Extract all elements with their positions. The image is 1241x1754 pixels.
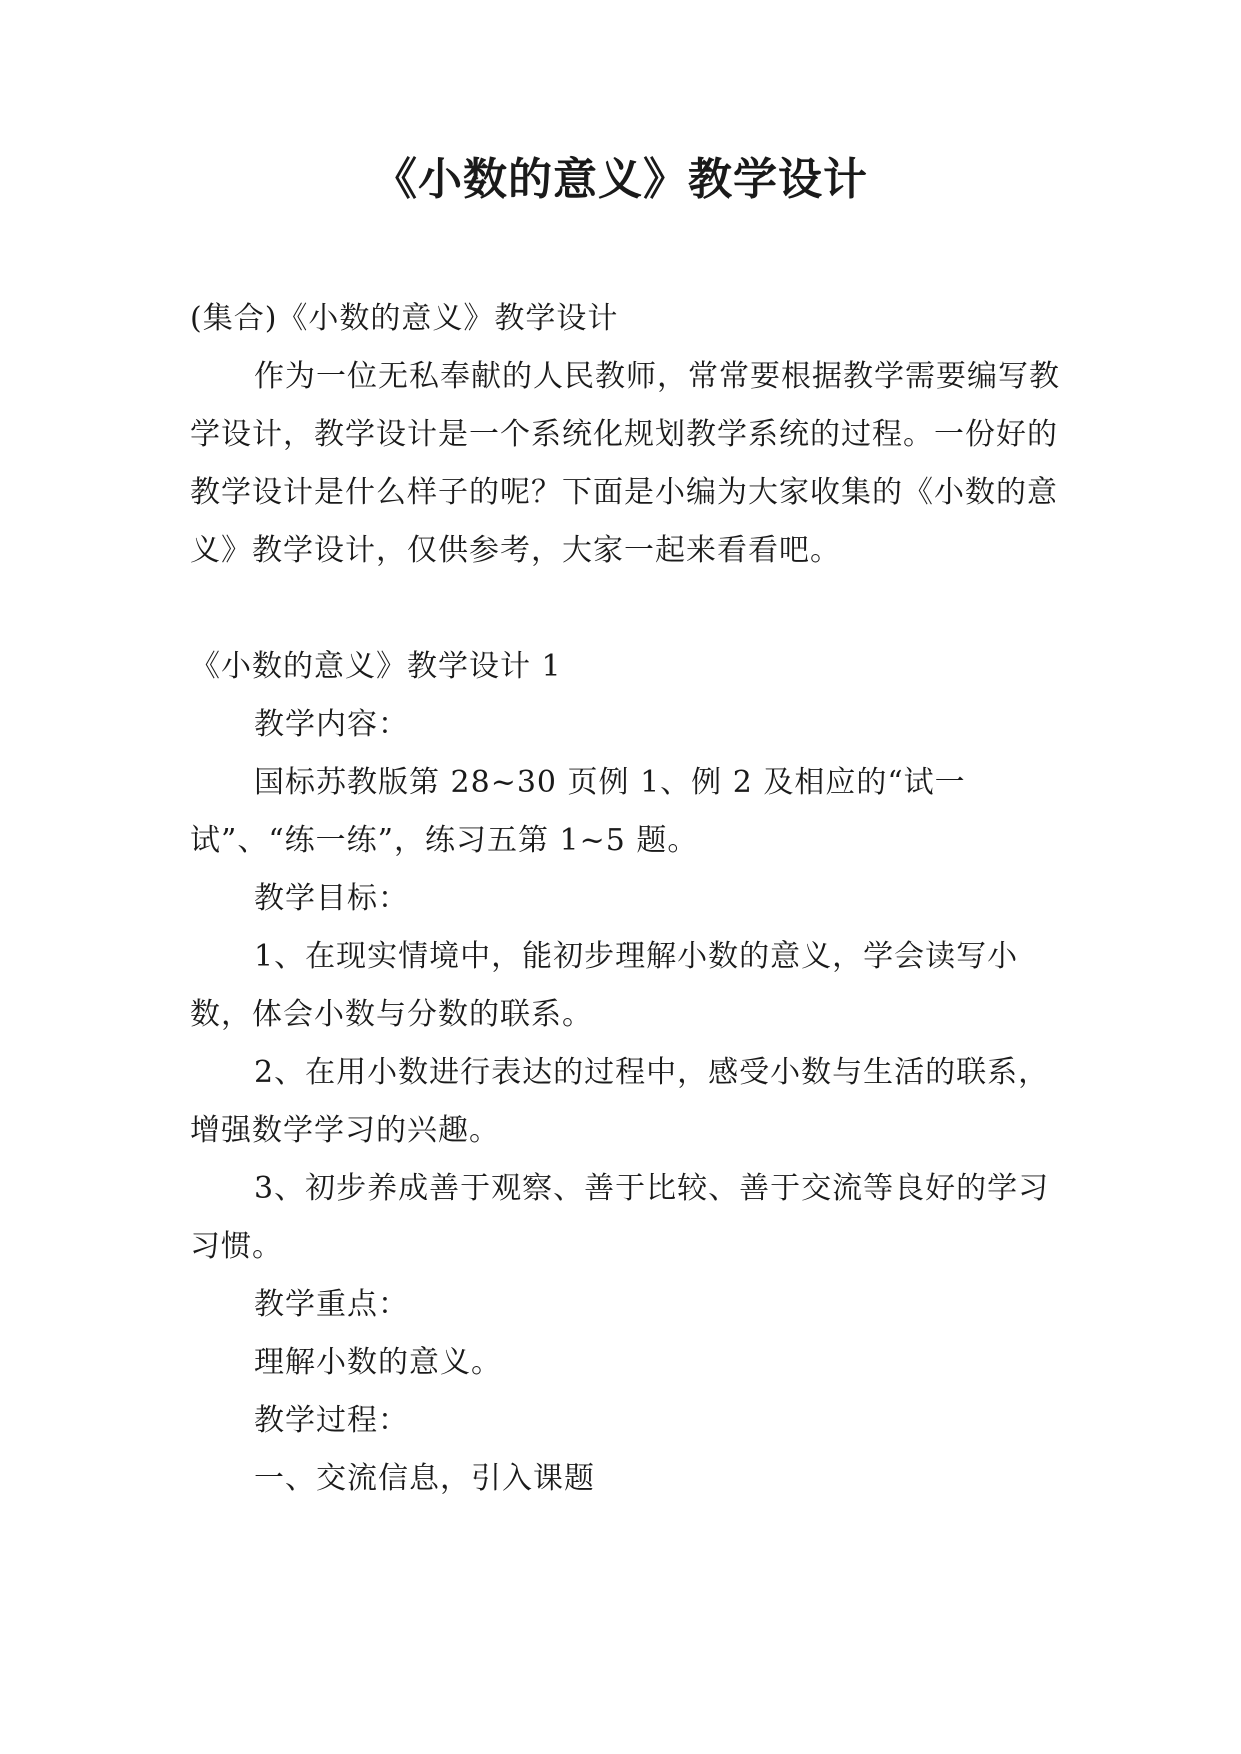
key-text: 理解小数的意义。 (254, 1345, 502, 1380)
process-label: 教学过程： (254, 1403, 409, 1438)
content-label: 教学内容： (254, 707, 409, 742)
page-title: 《小数的意义》教学设计 (373, 154, 868, 205)
section-title: 《小数的意义》教学设计 1 (190, 649, 562, 684)
goal-3: 3、初步养成善于观察、善于比较、善于交流等良好的学习习惯。 (190, 1171, 1050, 1264)
process-step-1: 一、交流信息，引入课题 (254, 1461, 595, 1496)
key-label: 教学重点： (254, 1287, 409, 1322)
goal-2: 2、在用小数进行表达的过程中，感受小数与生活的联系，增强数学学习的兴趣。 (190, 1055, 1050, 1148)
intro-paragraph: 作为一位无私奉献的人民教师，常常要根据教学需要编写教学设计，教学设计是一个系统化规划教学系统的过程。一份好的教学设计是什么样子的呢？下面是小编为大家收集的《小数的意义》教学设计，仅供参考，大家一起来看看吧。 (190, 359, 1060, 568)
subtitle: (集合)《小数的意义》教学设计 (190, 301, 619, 336)
goals-label: 教学目标： (254, 881, 409, 916)
document-body (190, 290, 1060, 1508)
section-gap (190, 580, 1060, 638)
goal-1: 1、在现实情境中，能初步理解小数的意义，学会读写小数，体会小数与分数的联系。 (190, 939, 1019, 1032)
content-text: 国标苏教版第 28~30 页例 1、例 2 及相应的“试一试”、“练一练”，练习五第 1~5 题。 (190, 765, 966, 858)
